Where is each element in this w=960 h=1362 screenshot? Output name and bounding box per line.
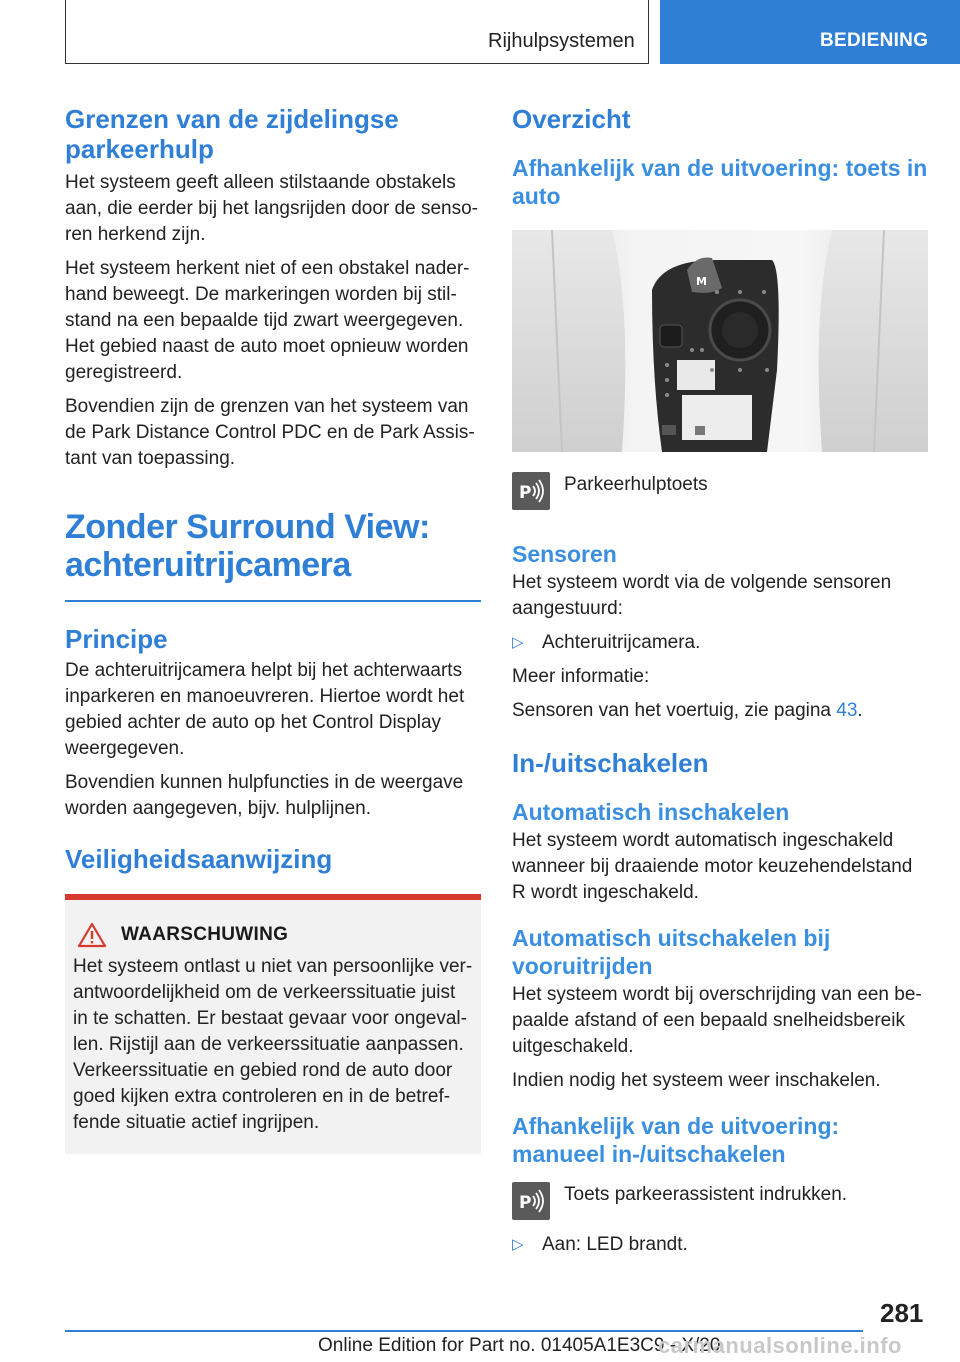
right-column [512,104,928,1266]
heading-automatisch-uit: Automatisch uitschakelen bij vooruitrijden [512,925,831,979]
left-column [65,104,481,1154]
heading-zonder-surround-view: Zonder Surround View: achteruitrijcamera [65,508,430,584]
warning-text: Het systeem ontlast u niet van persoonlijke ver-antwoordelijkheid om de verkeerssituatie juist in te schatten. Er bestaat gevaar voor ongeval-len. Rijstijl aan de verkeerssituatie aanpassen. Verkeerssituatie en gebied rond de auto door goed kijken extra controleren en in de betref-fende situatie actief ingrijpen. [73,956,473,1133]
heading-grenzen: Grenzen van de zijdelingse parkeerhulp [65,104,399,164]
icon-caption: Parkeerhulptoets [564,474,708,495]
paragraph: Het systeem geeft alleen stilstaande obstakels aan, die eerder bij het langsrijden door de senso-ren herkend zijn. [65,172,478,245]
svg-text:P: P [519,1193,532,1213]
paragraph: Meer informatie: [512,666,650,687]
list-item: ▷ Aan: LED brandt. [512,1232,928,1258]
center-console-image [512,230,928,452]
svg-text:M: M [696,275,707,288]
paragraph: Het systeem wordt via de volgende sensoren aangestuurd: [512,572,892,619]
center-console-photo [512,230,928,452]
heading-veiligheid: Veiligheidsaanwijzing [65,844,333,874]
heading-automatisch-in: Automatisch inschakelen [512,799,790,825]
warning-title: WAARSCHUWING [121,924,289,945]
icon-caption: Toets parkeerassistent indrukken. [564,1184,848,1205]
paragraph: De achteruitrijcamera helpt bij het achterwaarts inparkeren en manoeuvreren. Hiertoe wordt het gebied achter de auto op het Control Display weergegeven. [65,660,465,759]
heading-afhankelijk-manueel: Afhankelijk van de uitvoering: manueel in-/uitschakelen [512,1113,840,1167]
heading-sensoren: Sensoren [512,541,617,567]
watermark: carmanualsonline.info [658,1333,902,1358]
page-number: 281 [880,1298,924,1328]
bullet-triangle-icon: ▷ [512,634,524,651]
bullet-triangle-icon: ▷ [512,1236,524,1253]
list-item: ▷ Achteruitrijcamera. [512,630,928,656]
paragraph: Het systeem herkent niet of een obstakel nader-hand beweegt. De markeringen worden bij stil-stand na een bepaalde tijd zwart weergegeven. Het gebied naast de auto moet opnieuw worden geregistreerd. [65,258,470,383]
heading-principe: Principe [65,624,168,654]
warning-header [73,922,473,948]
warning-box [65,894,481,1154]
paragraph: Bovendien zijn de grenzen van het systeem van de Park Distance Control PDC en de Park Assis-tant van toepassing. [65,396,475,469]
heading-overzicht: Overzicht [512,104,631,134]
section-title: Rijhulpsystemen [488,30,635,52]
paragraph-sensor-ref: Sensoren van het voertuig, zie pagina 43. [512,700,863,721]
paragraph: Het systeem wordt automatisch ingeschakeld wanneer bij draaiende motor keuzehendelstand R wordt ingeschakeld. [512,830,913,903]
heading-afhankelijk-toets: Afhankelijk van de uitvoering: toets in auto [512,155,928,209]
chapter-tab[interactable] [660,0,960,64]
footer-rule [65,1330,863,1332]
chapter-tab-label: BEDIENING [820,30,929,51]
paragraph: Bovendien kunnen hulpfuncties in de weergave worden aangegeven, bijv. hulplijnen. [65,772,464,819]
heading-in-uitschakelen: In-/uitschakelen [512,748,709,778]
paragraph: Het systeem wordt bij overschrijding van een be-paalde afstand of een bepaald snelheidsbereik uitgeschakeld. [512,984,922,1057]
page-link[interactable]: 43 [836,700,858,721]
parkeerhulp-icon-row [512,472,928,510]
warning-triangle-icon [77,922,107,948]
parkeerassistent-icon-row [512,1182,928,1220]
parking-assist-icon[interactable] [512,1182,550,1220]
paragraph: Indien nodig het systeem weer inschakelen. [512,1070,881,1091]
heading-rule [65,600,481,602]
edition-text: Online Edition for Part no. 01405A1E3C9 - X/20 [318,1335,721,1356]
svg-text:P: P [519,483,532,503]
parking-assist-icon[interactable] [512,472,550,510]
